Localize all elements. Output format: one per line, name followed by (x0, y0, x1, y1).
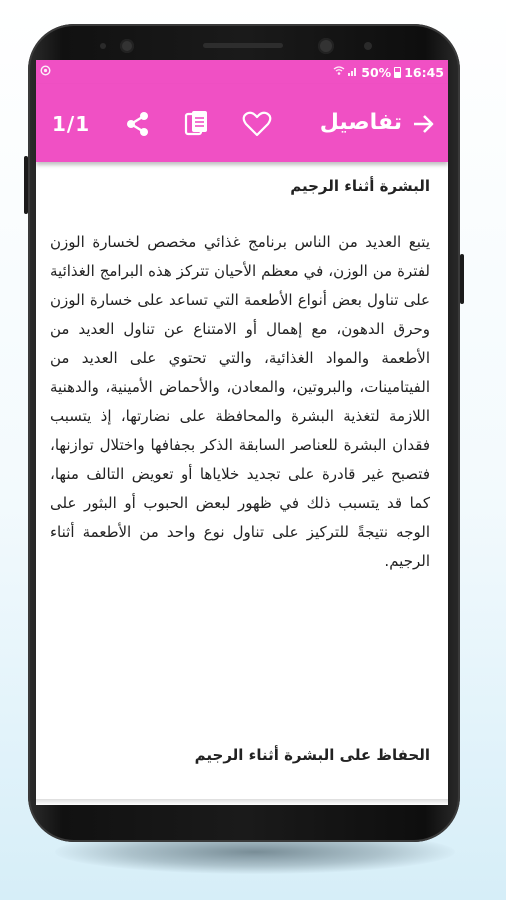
copy-icon[interactable] (181, 108, 213, 140)
circle-notification-icon (40, 65, 51, 79)
app-screen (36, 60, 448, 805)
article-subheading: الحفاظ على البشرة أثناء الرجيم (194, 746, 430, 764)
share-icon[interactable] (122, 108, 154, 140)
article-content (36, 162, 448, 805)
wifi-alarm-icon (333, 65, 345, 79)
front-camera-icon (318, 38, 334, 54)
heart-icon[interactable] (241, 108, 273, 140)
battery-icon (394, 67, 401, 78)
volume-button (24, 156, 28, 214)
app-toolbar (36, 84, 448, 162)
sensor-icon (120, 39, 134, 53)
earpiece-speaker (203, 43, 283, 48)
battery-percent: 50% (361, 64, 392, 80)
sensor-dot (364, 42, 372, 50)
screen-bottom-edge (36, 799, 448, 805)
sensor-dot (100, 43, 106, 49)
article-heading: البشرة أثناء الرجيم (290, 177, 430, 195)
power-button (460, 254, 464, 304)
clock-time: 16:45 (404, 64, 444, 80)
page-title: تفاصيل (319, 110, 402, 135)
signal-icon (348, 65, 358, 79)
page-counter: 1/1 (52, 112, 91, 136)
back-arrow-icon[interactable] (408, 108, 438, 140)
status-bar (36, 60, 448, 84)
article-paragraph: يتبع العديد من الناس برنامج غذائي مخصص لخسارة الوزن لفترة من الوزن، في معظم الأحيان تتركز هذه البرامج الغذائية على تناول بعض أنواع الأطعمة التي تساعد على خسارة الوزن وحرق الدهون، مع إهمال أو الامتناع عن تناول العديد من الأطعمة والمواد الغذائية، والتي تحتوي على العديد من الفيتامينات، والبروتين، والمعادن، والأحماض الأمينية، والدهنية اللازمة لتغذية البشرة والمحافظة على نضارتها، إذ يتسبب فقدان البشرة للعناصر السابقة الذكر بجفافها واختلال توازنها، فتصبح غير قادرة على تجديد خلاياها أو تعويض التالف منها، كما قد يتسبب ذلك في ظهور لبعض الحبوب أو البثور على الوجه نتيجةً للتركيز على تناول نوع واحد من الأطعمة أثناء الرجيم. (50, 233, 430, 570)
